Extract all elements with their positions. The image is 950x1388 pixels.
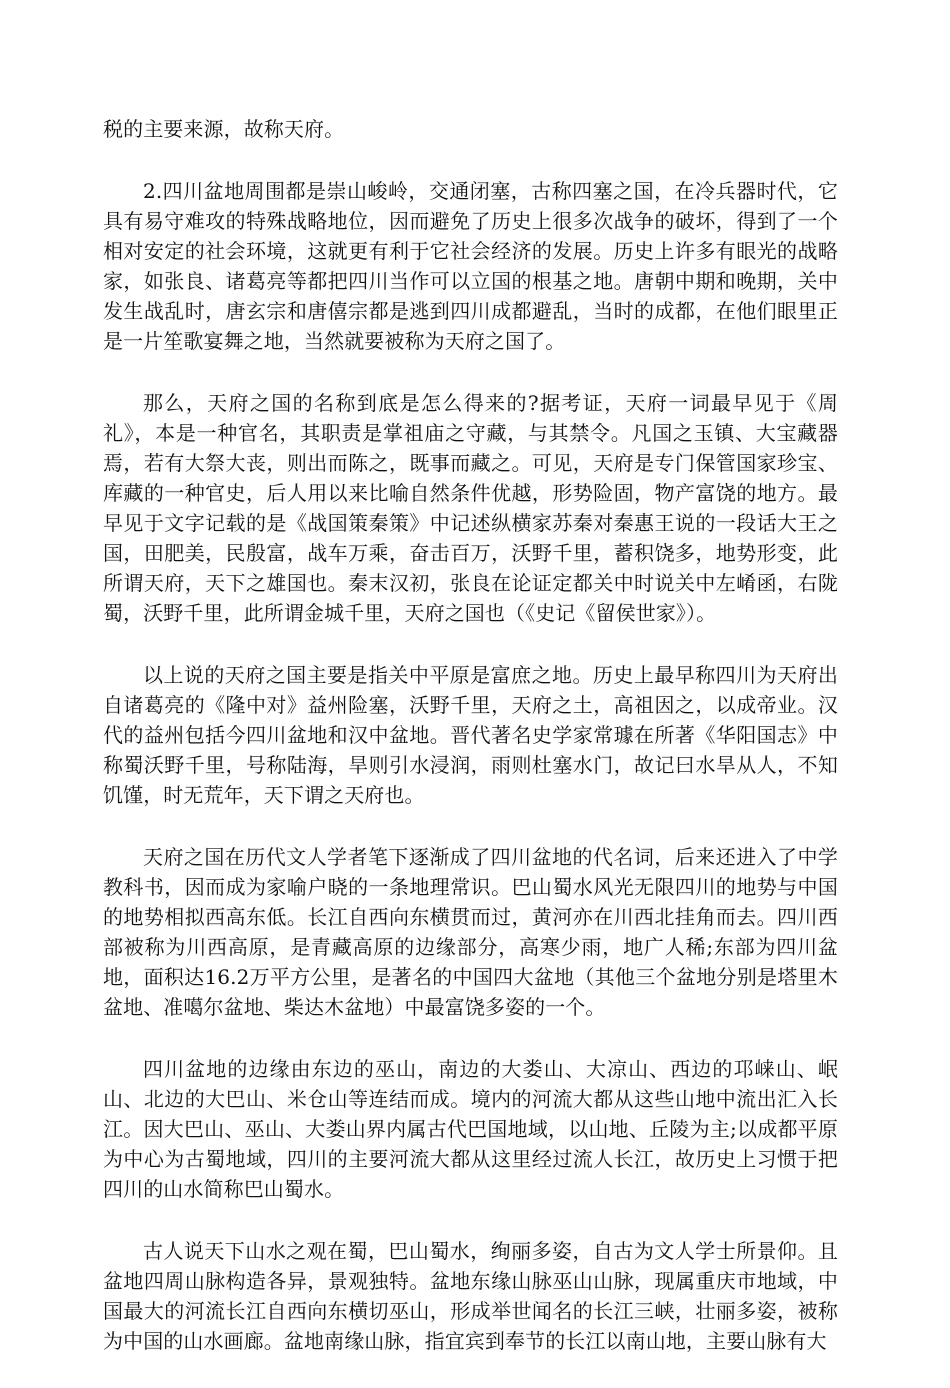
paragraph-1: 税的主要来源，故称天府。: [103, 117, 345, 141]
paragraph-7: 古人说天下山水之观在蜀，巴山蜀水，绚丽多姿，自古为文人学士所景仰。且盆地四周山脉构造各异，景观独特。盆地东缘山脉巫山山脉，现属重庆市地域，中国最大的河流长江自西向东横切巫山，形成举世闻名的长江三峡，壮丽多姿，被称为中国的山水画廊。盆地南缘山脉，指宜宾到奉节的长江以南山地，主要山脉有大: [103, 1239, 838, 1353]
paragraph-4: 以上说的天府之国主要是指关中平原是富庶之地。历史上最早称四川为天府出自诸葛亮的《隆中对》益州险塞，沃野千里，天府之土，高祖因之，以成帝业。汉代的益州包括今四川盆地和汉中盆地。晋代著名史学家常璩在所著《华阳国志》中称蜀沃野千里，号称陆海，旱则引水浸润，雨则杜塞水门，故记曰水旱从人，不知饥馑，时无荒年，天下谓之天府也。: [103, 663, 838, 807]
paragraph-3: 那么，天府之国的名称到底是怎么得来的?据考证，天府一词最早见于《周礼》，本是一种官名，其职责是掌祖庙之守藏，与其禁令。凡国之玉镇、大宝藏器焉，若有大祭大丧，则出而陈之，既事而藏之。可见，天府是专门保管国家珍宝、库藏的一种官史，后人用以来比喻自然条件优越，形势险固，物产富饶的地方。最早见于文字记载的是《战国策秦策》中记述纵横家苏秦对秦惠王说的一段话大王之国，田肥美，民殷富，战车万乘，奋击百万，沃野千里，蓄积饶多，地势形变，此所谓天府，天下之雄国也。秦末汉初，张良在论证定都关中时说关中左崤函，右陇蜀，沃野千里，此所谓金城千里，天府之国也（《史记《留侯世家》）。: [103, 391, 838, 625]
article-body: [103, 114, 838, 1388]
paragraph-2: 2.四川盆地周围都是崇山峻岭，交通闭塞，古称四塞之国，在冷兵器时代，它具有易守难攻的特殊战略地位，因而避免了历史上很多次战争的破坏，得到了一个相对安定的社会环境，这就更有利于它社会经济的发展。历史上许多有眼光的战略家，如张良、诸葛亮等都把四川当作可以立国的根基之地。唐朝中期和晚期，关中发生战乱时，唐玄宗和唐僖宗都是逃到四川成都避乱，当时的成都，在他们眼里正是一片笙歌宴舞之地，当然就要被称为天府之国了。: [103, 179, 838, 353]
paragraph-6: 四川盆地的边缘由东边的巫山，南边的大娄山、大凉山、西边的邛崃山、岷山、北边的大巴山、米仓山等连结而成。境内的河流大都从这些山地中流出汇入长江。因大巴山、巫山、大娄山界内属古代巴国地域，以山地、丘陵为主;以成都平原为中心为古蜀地域，四川的主要河流大都从这里经过流人长江，故历史上习惯于把四川的山水简称巴山蜀水。: [103, 1057, 838, 1201]
paragraph-5: 天府之国在历代文人学者笔下逐渐成了四川盆地的代名词，后来还进入了中学教科书，因而成为家喻户晓的一条地理常识。巴山蜀水风光无限四川的地势与中国的地势相拟西高东低。长江自西向东横贯而过，黄河亦在川西北挂角而去。四川西部被称为川西高原，是青藏高原的边缘部分，高寒少雨，地广人稀;东部为四川盆地，面积达16.2万平方公里，是著名的中国四大盆地（其他三个盆地分别是塔里木盆地、准噶尔盆地、柴达木盆地）中最富饶多姿的一个。: [103, 845, 838, 1019]
